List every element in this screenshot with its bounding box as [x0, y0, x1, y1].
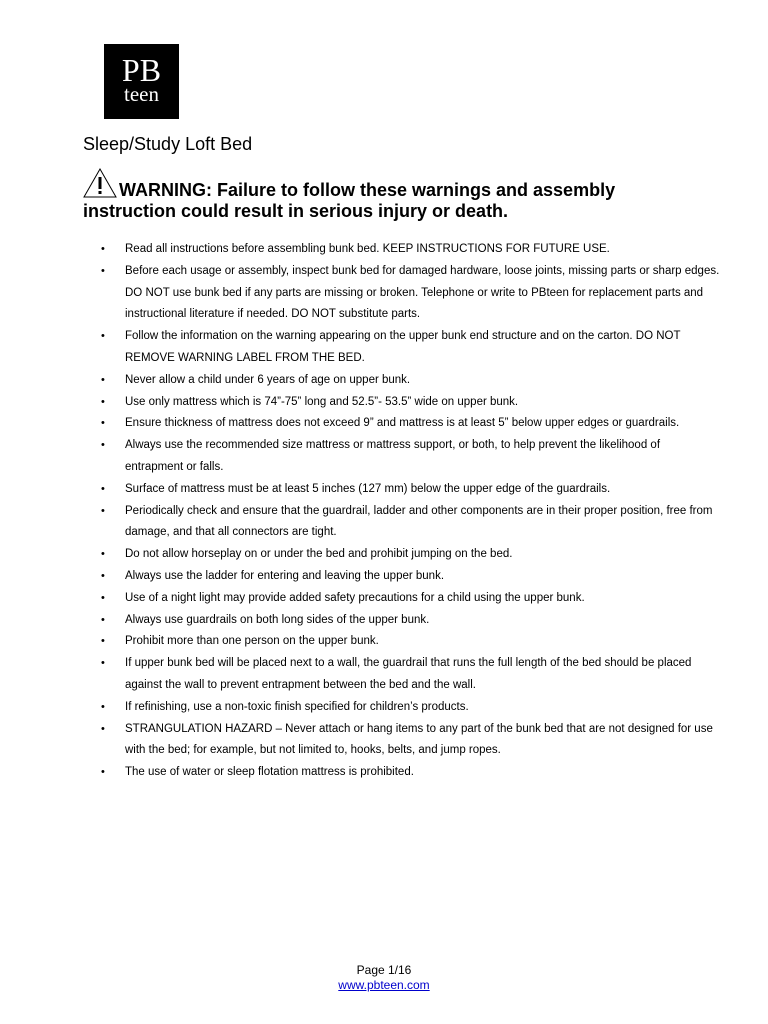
list-item: • Do not allow horseplay on or under the bed and prohibit jumping on the bed.: [101, 544, 721, 566]
logo-line1: PB: [121, 52, 162, 88]
list-item: • Use only mattress which is 74”-75” long and 52.5”- 53.5” wide on upper bunk.: [101, 392, 721, 414]
list-item: • If upper bunk bed will be placed next to a wall, the guardrail that runs the full length of the bed should be placed against the wall to prevent entrapment between the bed and the wall.: [101, 653, 721, 697]
list-item: • Always use the recommended size mattress or mattress support, or both, to help prevent the likelihood of entrapment or falls.: [101, 435, 721, 479]
list-item: • If refinishing, use a non-toxic finish specified for children’s products.: [101, 697, 721, 719]
list-item: • Use of a night light may provide added safety precautions for a child using the upper bunk.: [101, 588, 721, 610]
page-footer: [0, 963, 768, 993]
logo-line2: teen: [124, 82, 159, 106]
list-item: • Read all instructions before assembling bunk bed. KEEP INSTRUCTIONS FOR FUTURE USE.: [101, 239, 721, 261]
list-item: • The use of water or sleep flotation mattress is prohibited.: [101, 762, 721, 784]
list-item: • Prohibit more than one person on the upper bunk.: [101, 631, 721, 653]
list-item: • Periodically check and ensure that the guardrail, ladder and other components are in their proper position, free from damage, and that all connectors are tight.: [101, 501, 721, 545]
warning-triangle-icon: [83, 168, 117, 198]
warning-line1: WARNING: Failure to follow these warnings and assembly: [119, 180, 616, 200]
warning-line2: instruction could result in serious injury or death.: [83, 201, 509, 221]
list-item: • Never allow a child under 6 years of age on upper bunk.: [101, 370, 721, 392]
list-item: • Surface of mattress must be at least 5 inches (127 mm) below the upper edge of the guardrails.: [101, 479, 721, 501]
document-title: Sleep/Study Loft Bed: [83, 134, 253, 154]
pbteen-logo: [104, 44, 179, 119]
list-item: • Ensure thickness of mattress does not exceed 9” and mattress is at least 5” below upper edges or guardrails.: [101, 413, 721, 435]
warning-list: [101, 239, 721, 784]
list-item: • Follow the information on the warning appearing on the upper bunk end structure and on the carton. DO NOT REMOVE WARNING LABEL FROM THE BED.: [101, 326, 721, 370]
warning-heading: [83, 168, 683, 222]
list-item: • STRANGULATION HAZARD – Never attach or hang items to any part of the bunk bed that are not designed for use with the bed; for example, but not limited to, hooks, belts, and jump ropes.: [101, 719, 721, 763]
list-item: • Always use guardrails on both long sides of the upper bunk.: [101, 610, 721, 632]
website-link[interactable]: www.pbteen.com: [338, 978, 430, 992]
list-item: • Always use the ladder for entering and leaving the upper bunk.: [101, 566, 721, 588]
page-number: Page 1/16: [356, 963, 412, 977]
list-item: • Before each usage or assembly, inspect bunk bed for damaged hardware, loose joints, missing parts or sharp edges. DO NOT use bunk bed if any parts are missing or broken. Telephone or write to PBteen for replacement parts and instructional literature if needed. DO NOT substitute parts.: [101, 261, 721, 326]
